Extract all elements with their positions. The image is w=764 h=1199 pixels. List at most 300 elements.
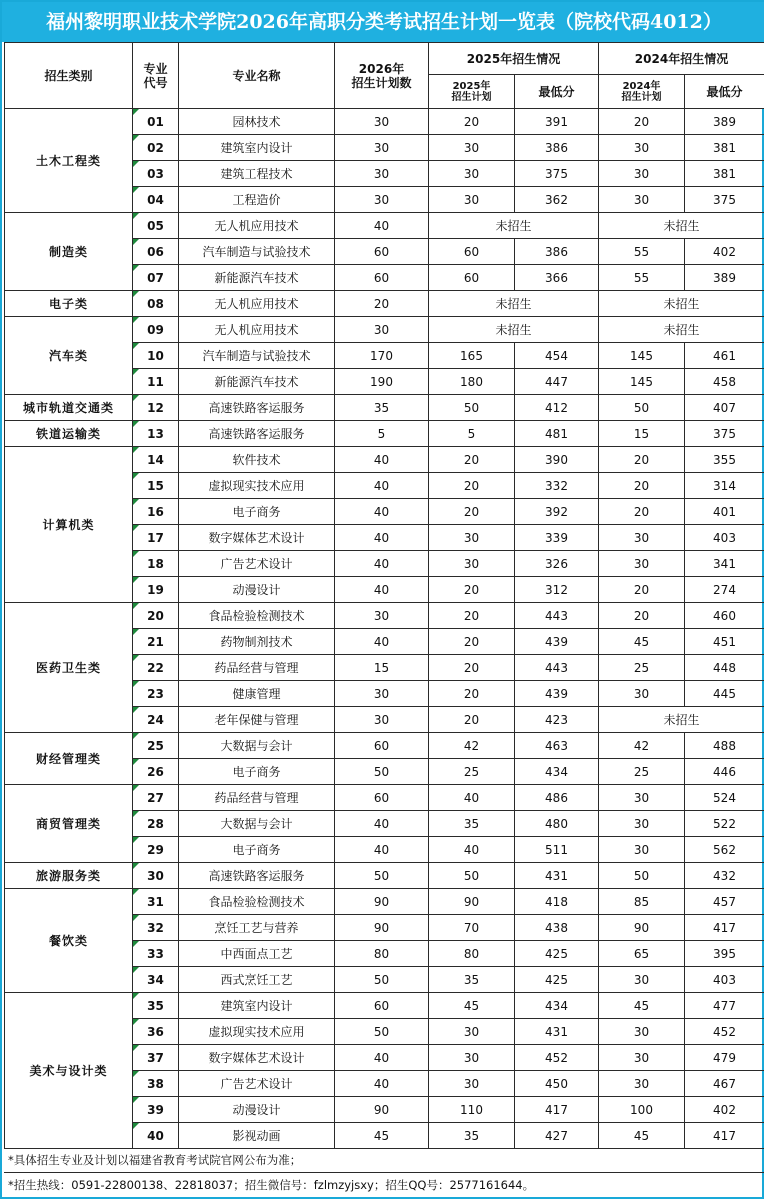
plan-2024: 45 xyxy=(599,1123,685,1149)
plan-2026: 50 xyxy=(335,967,429,993)
plan-2024: 20 xyxy=(599,473,685,499)
min-score-2024: 375 xyxy=(685,421,764,447)
min-score-2025: 392 xyxy=(515,499,599,525)
major-code: 03 xyxy=(133,161,179,187)
table-row xyxy=(5,291,764,317)
major-code: 06 xyxy=(133,239,179,265)
min-score-2024: 402 xyxy=(685,1097,764,1123)
plan-2026: 60 xyxy=(335,733,429,759)
category-cell: 财经管理类 xyxy=(5,733,133,785)
major-code: 09 xyxy=(133,317,179,343)
min-score-2024: 417 xyxy=(685,915,764,941)
table-row xyxy=(5,109,764,135)
table-row xyxy=(5,863,764,889)
plan-2026: 30 xyxy=(335,603,429,629)
min-score-2025: 447 xyxy=(515,369,599,395)
plan-2025: 60 xyxy=(429,239,515,265)
major-code: 28 xyxy=(133,811,179,837)
plan-2025: 20 xyxy=(429,109,515,135)
min-score-2025: 375 xyxy=(515,161,599,187)
table-row xyxy=(5,317,764,343)
plan-2026: 90 xyxy=(335,889,429,915)
not-enrolled-2024: 未招生 xyxy=(599,707,764,733)
header-2025: 2025年招生情况 xyxy=(429,43,599,75)
plan-2026: 45 xyxy=(335,1123,429,1149)
min-score-2025: 431 xyxy=(515,863,599,889)
plan-2024: 25 xyxy=(599,759,685,785)
major-name: 广告艺术设计 xyxy=(179,551,335,577)
plan-2024: 20 xyxy=(599,603,685,629)
plan-2024: 30 xyxy=(599,681,685,707)
plan-2026: 30 xyxy=(335,109,429,135)
min-score-2025: 434 xyxy=(515,759,599,785)
min-score-2024: 381 xyxy=(685,161,764,187)
plan-2026: 40 xyxy=(335,213,429,239)
min-score-2024: 402 xyxy=(685,239,764,265)
table-row xyxy=(5,421,764,447)
plan-2024: 30 xyxy=(599,837,685,863)
table-row xyxy=(5,889,764,915)
major-name: 大数据与会计 xyxy=(179,733,335,759)
min-score-2024: 457 xyxy=(685,889,764,915)
major-code: 14 xyxy=(133,447,179,473)
plan-2026: 80 xyxy=(335,941,429,967)
major-name: 无人机应用技术 xyxy=(179,317,335,343)
min-score-2024: 389 xyxy=(685,109,764,135)
min-score-2025: 425 xyxy=(515,941,599,967)
plan-2024: 145 xyxy=(599,369,685,395)
major-code: 05 xyxy=(133,213,179,239)
min-score-2025: 450 xyxy=(515,1071,599,1097)
plan-2026: 40 xyxy=(335,1071,429,1097)
min-score-2025: 481 xyxy=(515,421,599,447)
plan-2024: 30 xyxy=(599,161,685,187)
min-score-2025: 412 xyxy=(515,395,599,421)
major-name: 汽车制造与试验技术 xyxy=(179,343,335,369)
major-name: 电子商务 xyxy=(179,837,335,863)
plan-2026: 40 xyxy=(335,577,429,603)
plan-2026: 35 xyxy=(335,395,429,421)
plan-2024: 100 xyxy=(599,1097,685,1123)
min-score-2025: 339 xyxy=(515,525,599,551)
plan-2026: 40 xyxy=(335,1045,429,1071)
plan-2024: 30 xyxy=(599,811,685,837)
plan-2025: 165 xyxy=(429,343,515,369)
plan-2026: 40 xyxy=(335,499,429,525)
plan-2024: 30 xyxy=(599,1019,685,1045)
plan-2024: 85 xyxy=(599,889,685,915)
major-name: 西式烹饪工艺 xyxy=(179,967,335,993)
plan-2025: 60 xyxy=(429,265,515,291)
category-cell: 餐饮类 xyxy=(5,889,133,993)
plan-2024: 50 xyxy=(599,863,685,889)
min-score-2025: 423 xyxy=(515,707,599,733)
major-code: 27 xyxy=(133,785,179,811)
plan-2024: 90 xyxy=(599,915,685,941)
plan-2025: 90 xyxy=(429,889,515,915)
major-name: 虚拟现实技术应用 xyxy=(179,1019,335,1045)
major-name: 无人机应用技术 xyxy=(179,213,335,239)
plan-2025: 20 xyxy=(429,577,515,603)
header-2024: 2024年招生情况 xyxy=(599,43,764,75)
category-cell: 商贸管理类 xyxy=(5,785,133,863)
min-score-2025: 463 xyxy=(515,733,599,759)
plan-2024: 30 xyxy=(599,551,685,577)
major-code: 34 xyxy=(133,967,179,993)
plan-2024: 30 xyxy=(599,785,685,811)
major-code: 31 xyxy=(133,889,179,915)
not-enrolled-2024: 未招生 xyxy=(599,317,764,343)
major-name: 中西面点工艺 xyxy=(179,941,335,967)
min-score-2025: 431 xyxy=(515,1019,599,1045)
min-score-2025: 390 xyxy=(515,447,599,473)
major-name: 汽车制造与试验技术 xyxy=(179,239,335,265)
plan-2026: 40 xyxy=(335,551,429,577)
min-score-2024: 403 xyxy=(685,525,764,551)
table-row xyxy=(5,785,764,811)
plan-2026: 30 xyxy=(335,161,429,187)
major-code: 18 xyxy=(133,551,179,577)
table-row xyxy=(5,213,764,239)
min-score-2025: 312 xyxy=(515,577,599,603)
table-header xyxy=(5,43,764,109)
major-name: 动漫设计 xyxy=(179,1097,335,1123)
plan-2026: 40 xyxy=(335,837,429,863)
plan-2026: 40 xyxy=(335,811,429,837)
major-code: 40 xyxy=(133,1123,179,1149)
category-cell: 土木工程类 xyxy=(5,109,133,213)
major-name: 新能源汽车技术 xyxy=(179,369,335,395)
plan-2026: 60 xyxy=(335,239,429,265)
min-score-2024: 524 xyxy=(685,785,764,811)
plan-2024: 55 xyxy=(599,239,685,265)
plan-2024: 145 xyxy=(599,343,685,369)
plan-2026: 30 xyxy=(335,681,429,707)
min-score-2024: 477 xyxy=(685,993,764,1019)
major-code: 11 xyxy=(133,369,179,395)
min-score-2025: 427 xyxy=(515,1123,599,1149)
major-code: 30 xyxy=(133,863,179,889)
plan-2026: 90 xyxy=(335,915,429,941)
plan-2025: 30 xyxy=(429,135,515,161)
plan-2026: 60 xyxy=(335,265,429,291)
min-score-2025: 332 xyxy=(515,473,599,499)
major-name: 电子商务 xyxy=(179,499,335,525)
major-name: 无人机应用技术 xyxy=(179,291,335,317)
major-code: 33 xyxy=(133,941,179,967)
major-code: 15 xyxy=(133,473,179,499)
major-name: 药物制剂技术 xyxy=(179,629,335,655)
major-code: 32 xyxy=(133,915,179,941)
major-code: 08 xyxy=(133,291,179,317)
min-score-2024: 448 xyxy=(685,655,764,681)
major-code: 25 xyxy=(133,733,179,759)
major-code: 16 xyxy=(133,499,179,525)
min-score-2025: 438 xyxy=(515,915,599,941)
plan-2025: 45 xyxy=(429,993,515,1019)
plan-2026: 40 xyxy=(335,447,429,473)
plan-2025: 30 xyxy=(429,525,515,551)
plan-2024: 20 xyxy=(599,577,685,603)
major-code: 20 xyxy=(133,603,179,629)
min-score-2024: 488 xyxy=(685,733,764,759)
plan-2024: 30 xyxy=(599,1045,685,1071)
min-score-2024: 375 xyxy=(685,187,764,213)
min-score-2024: 432 xyxy=(685,863,764,889)
note-contact-info: *招生热线：0591-22800138、22818037；招生微信号：fzlmzyjsxy；招生QQ号：2577161644。 xyxy=(8,1178,535,1192)
major-name: 老年保健与管理 xyxy=(179,707,335,733)
table-body xyxy=(5,109,764,1149)
major-code: 23 xyxy=(133,681,179,707)
major-code: 13 xyxy=(133,421,179,447)
plan-2025: 20 xyxy=(429,681,515,707)
major-name: 高速铁路客运服务 xyxy=(179,421,335,447)
enrollment-plan-table xyxy=(4,42,764,1149)
plan-2025: 30 xyxy=(429,1045,515,1071)
header-min-score-2024: 最低分 xyxy=(685,75,764,109)
plan-2025: 80 xyxy=(429,941,515,967)
plan-2024: 20 xyxy=(599,499,685,525)
min-score-2024: 479 xyxy=(685,1045,764,1071)
major-name: 动漫设计 xyxy=(179,577,335,603)
major-name: 健康管理 xyxy=(179,681,335,707)
major-name: 数字媒体艺术设计 xyxy=(179,525,335,551)
min-score-2025: 326 xyxy=(515,551,599,577)
plan-2026: 170 xyxy=(335,343,429,369)
table-row xyxy=(5,603,764,629)
min-score-2025: 425 xyxy=(515,967,599,993)
plan-2024: 45 xyxy=(599,993,685,1019)
category-cell: 铁道运输类 xyxy=(5,421,133,447)
plan-2024: 30 xyxy=(599,135,685,161)
min-score-2025: 480 xyxy=(515,811,599,837)
plan-2025: 20 xyxy=(429,655,515,681)
table-row xyxy=(5,395,764,421)
major-code: 07 xyxy=(133,265,179,291)
major-name: 药品经营与管理 xyxy=(179,655,335,681)
major-name: 大数据与会计 xyxy=(179,811,335,837)
major-code: 04 xyxy=(133,187,179,213)
plan-2024: 45 xyxy=(599,629,685,655)
min-score-2025: 443 xyxy=(515,655,599,681)
min-score-2025: 386 xyxy=(515,239,599,265)
plan-2025: 40 xyxy=(429,837,515,863)
major-code: 21 xyxy=(133,629,179,655)
major-code: 29 xyxy=(133,837,179,863)
major-code: 01 xyxy=(133,109,179,135)
category-cell: 电子类 xyxy=(5,291,133,317)
major-code: 22 xyxy=(133,655,179,681)
plan-2024: 55 xyxy=(599,265,685,291)
plan-2026: 190 xyxy=(335,369,429,395)
major-name: 新能源汽车技术 xyxy=(179,265,335,291)
major-code: 10 xyxy=(133,343,179,369)
table-row xyxy=(5,733,764,759)
plan-2025: 30 xyxy=(429,1019,515,1045)
table-row xyxy=(5,447,764,473)
not-enrolled-2025: 未招生 xyxy=(429,213,599,239)
min-score-2024: 355 xyxy=(685,447,764,473)
plan-2026: 50 xyxy=(335,759,429,785)
plan-2026: 40 xyxy=(335,525,429,551)
min-score-2025: 386 xyxy=(515,135,599,161)
plan-2025: 50 xyxy=(429,863,515,889)
plan-2025: 20 xyxy=(429,629,515,655)
min-score-2024: 445 xyxy=(685,681,764,707)
plan-2026: 30 xyxy=(335,317,429,343)
header-major: 专业名称 xyxy=(179,43,335,109)
major-code: 17 xyxy=(133,525,179,551)
plan-2026: 30 xyxy=(335,707,429,733)
plan-2024: 30 xyxy=(599,1071,685,1097)
not-enrolled-2025: 未招生 xyxy=(429,317,599,343)
category-cell: 美术与设计类 xyxy=(5,993,133,1149)
plan-2025: 20 xyxy=(429,473,515,499)
major-name: 电子商务 xyxy=(179,759,335,785)
major-name: 高速铁路客运服务 xyxy=(179,863,335,889)
plan-2024: 30 xyxy=(599,967,685,993)
min-score-2024: 460 xyxy=(685,603,764,629)
table-row xyxy=(5,993,764,1019)
plan-2025: 25 xyxy=(429,759,515,785)
header-plan-2025: 2025年 招生计划 xyxy=(429,75,515,109)
min-score-2025: 452 xyxy=(515,1045,599,1071)
min-score-2024: 452 xyxy=(685,1019,764,1045)
min-score-2025: 417 xyxy=(515,1097,599,1123)
min-score-2024: 407 xyxy=(685,395,764,421)
min-score-2024: 401 xyxy=(685,499,764,525)
major-name: 建筑工程技术 xyxy=(179,161,335,187)
major-code: 39 xyxy=(133,1097,179,1123)
major-name: 食品检验检测技术 xyxy=(179,889,335,915)
min-score-2024: 446 xyxy=(685,759,764,785)
plan-2026: 50 xyxy=(335,863,429,889)
plan-2024: 50 xyxy=(599,395,685,421)
plan-2025: 40 xyxy=(429,785,515,811)
plan-2026: 40 xyxy=(335,629,429,655)
min-score-2024: 274 xyxy=(685,577,764,603)
plan-2025: 42 xyxy=(429,733,515,759)
min-score-2025: 362 xyxy=(515,187,599,213)
plan-2025: 180 xyxy=(429,369,515,395)
major-name: 影视动画 xyxy=(179,1123,335,1149)
major-code: 02 xyxy=(133,135,179,161)
major-code: 19 xyxy=(133,577,179,603)
min-score-2024: 395 xyxy=(685,941,764,967)
min-score-2025: 439 xyxy=(515,629,599,655)
plan-2025: 30 xyxy=(429,551,515,577)
plan-2026: 60 xyxy=(335,993,429,1019)
plan-2025: 35 xyxy=(429,1123,515,1149)
major-code: 38 xyxy=(133,1071,179,1097)
plan-2025: 35 xyxy=(429,811,515,837)
major-name: 药品经营与管理 xyxy=(179,785,335,811)
major-name: 工程造价 xyxy=(179,187,335,213)
plan-2024: 30 xyxy=(599,187,685,213)
plan-2025: 110 xyxy=(429,1097,515,1123)
header-code: 专业 代号 xyxy=(133,43,179,109)
major-code: 12 xyxy=(133,395,179,421)
plan-2024: 42 xyxy=(599,733,685,759)
major-code: 24 xyxy=(133,707,179,733)
plan-2026: 5 xyxy=(335,421,429,447)
category-cell: 城市轨道交通类 xyxy=(5,395,133,421)
plan-2024: 25 xyxy=(599,655,685,681)
plan-2026: 20 xyxy=(335,291,429,317)
not-enrolled-2024: 未招生 xyxy=(599,291,764,317)
min-score-2024: 458 xyxy=(685,369,764,395)
major-name: 高速铁路客运服务 xyxy=(179,395,335,421)
category-cell: 计算机类 xyxy=(5,447,133,603)
category-cell: 医药卫生类 xyxy=(5,603,133,733)
plan-2026: 60 xyxy=(335,785,429,811)
min-score-2025: 511 xyxy=(515,837,599,863)
min-score-2024: 562 xyxy=(685,837,764,863)
plan-2025: 70 xyxy=(429,915,515,941)
min-score-2024: 522 xyxy=(685,811,764,837)
min-score-2024: 389 xyxy=(685,265,764,291)
plan-2026: 90 xyxy=(335,1097,429,1123)
min-score-2024: 417 xyxy=(685,1123,764,1149)
min-score-2025: 434 xyxy=(515,993,599,1019)
min-score-2025: 454 xyxy=(515,343,599,369)
plan-2024: 65 xyxy=(599,941,685,967)
major-name: 园林技术 xyxy=(179,109,335,135)
plan-2026: 30 xyxy=(335,135,429,161)
category-cell: 汽车类 xyxy=(5,317,133,395)
header-plan-2026: 2026年 招生计划数 xyxy=(335,43,429,109)
min-score-2024: 341 xyxy=(685,551,764,577)
min-score-2024: 461 xyxy=(685,343,764,369)
plan-2025: 20 xyxy=(429,447,515,473)
major-name: 建筑室内设计 xyxy=(179,993,335,1019)
min-score-2024: 403 xyxy=(685,967,764,993)
min-score-2025: 486 xyxy=(515,785,599,811)
plan-2025: 20 xyxy=(429,603,515,629)
plan-2024: 20 xyxy=(599,447,685,473)
note-official-source: *具体招生专业及计划以福建省教育考试院官网公布为准； xyxy=(4,1148,764,1173)
min-score-2025: 443 xyxy=(515,603,599,629)
header-min-score-2025: 最低分 xyxy=(515,75,599,109)
plan-2025: 30 xyxy=(429,187,515,213)
plan-2025: 20 xyxy=(429,707,515,733)
page-title: 福州黎明职业技术学院2026年高职分类考试招生计划一览表（院校代码4012） xyxy=(2,2,764,42)
category-cell: 旅游服务类 xyxy=(5,863,133,889)
major-name: 建筑室内设计 xyxy=(179,135,335,161)
category-cell: 制造类 xyxy=(5,213,133,291)
plan-2024: 15 xyxy=(599,421,685,447)
plan-2026: 50 xyxy=(335,1019,429,1045)
min-score-2025: 366 xyxy=(515,265,599,291)
plan-2024: 30 xyxy=(599,525,685,551)
not-enrolled-2024: 未招生 xyxy=(599,213,764,239)
major-name: 烹饪工艺与营养 xyxy=(179,915,335,941)
major-name: 软件技术 xyxy=(179,447,335,473)
min-score-2025: 418 xyxy=(515,889,599,915)
plan-2025: 30 xyxy=(429,1071,515,1097)
min-score-2024: 451 xyxy=(685,629,764,655)
min-score-2024: 467 xyxy=(685,1071,764,1097)
plan-2025: 50 xyxy=(429,395,515,421)
plan-2025: 30 xyxy=(429,161,515,187)
major-code: 26 xyxy=(133,759,179,785)
plan-2025: 20 xyxy=(429,499,515,525)
header-plan-2024: 2024年 招生计划 xyxy=(599,75,685,109)
min-score-2025: 391 xyxy=(515,109,599,135)
plan-2026: 30 xyxy=(335,187,429,213)
major-code: 36 xyxy=(133,1019,179,1045)
footer-notes xyxy=(4,1148,764,1199)
